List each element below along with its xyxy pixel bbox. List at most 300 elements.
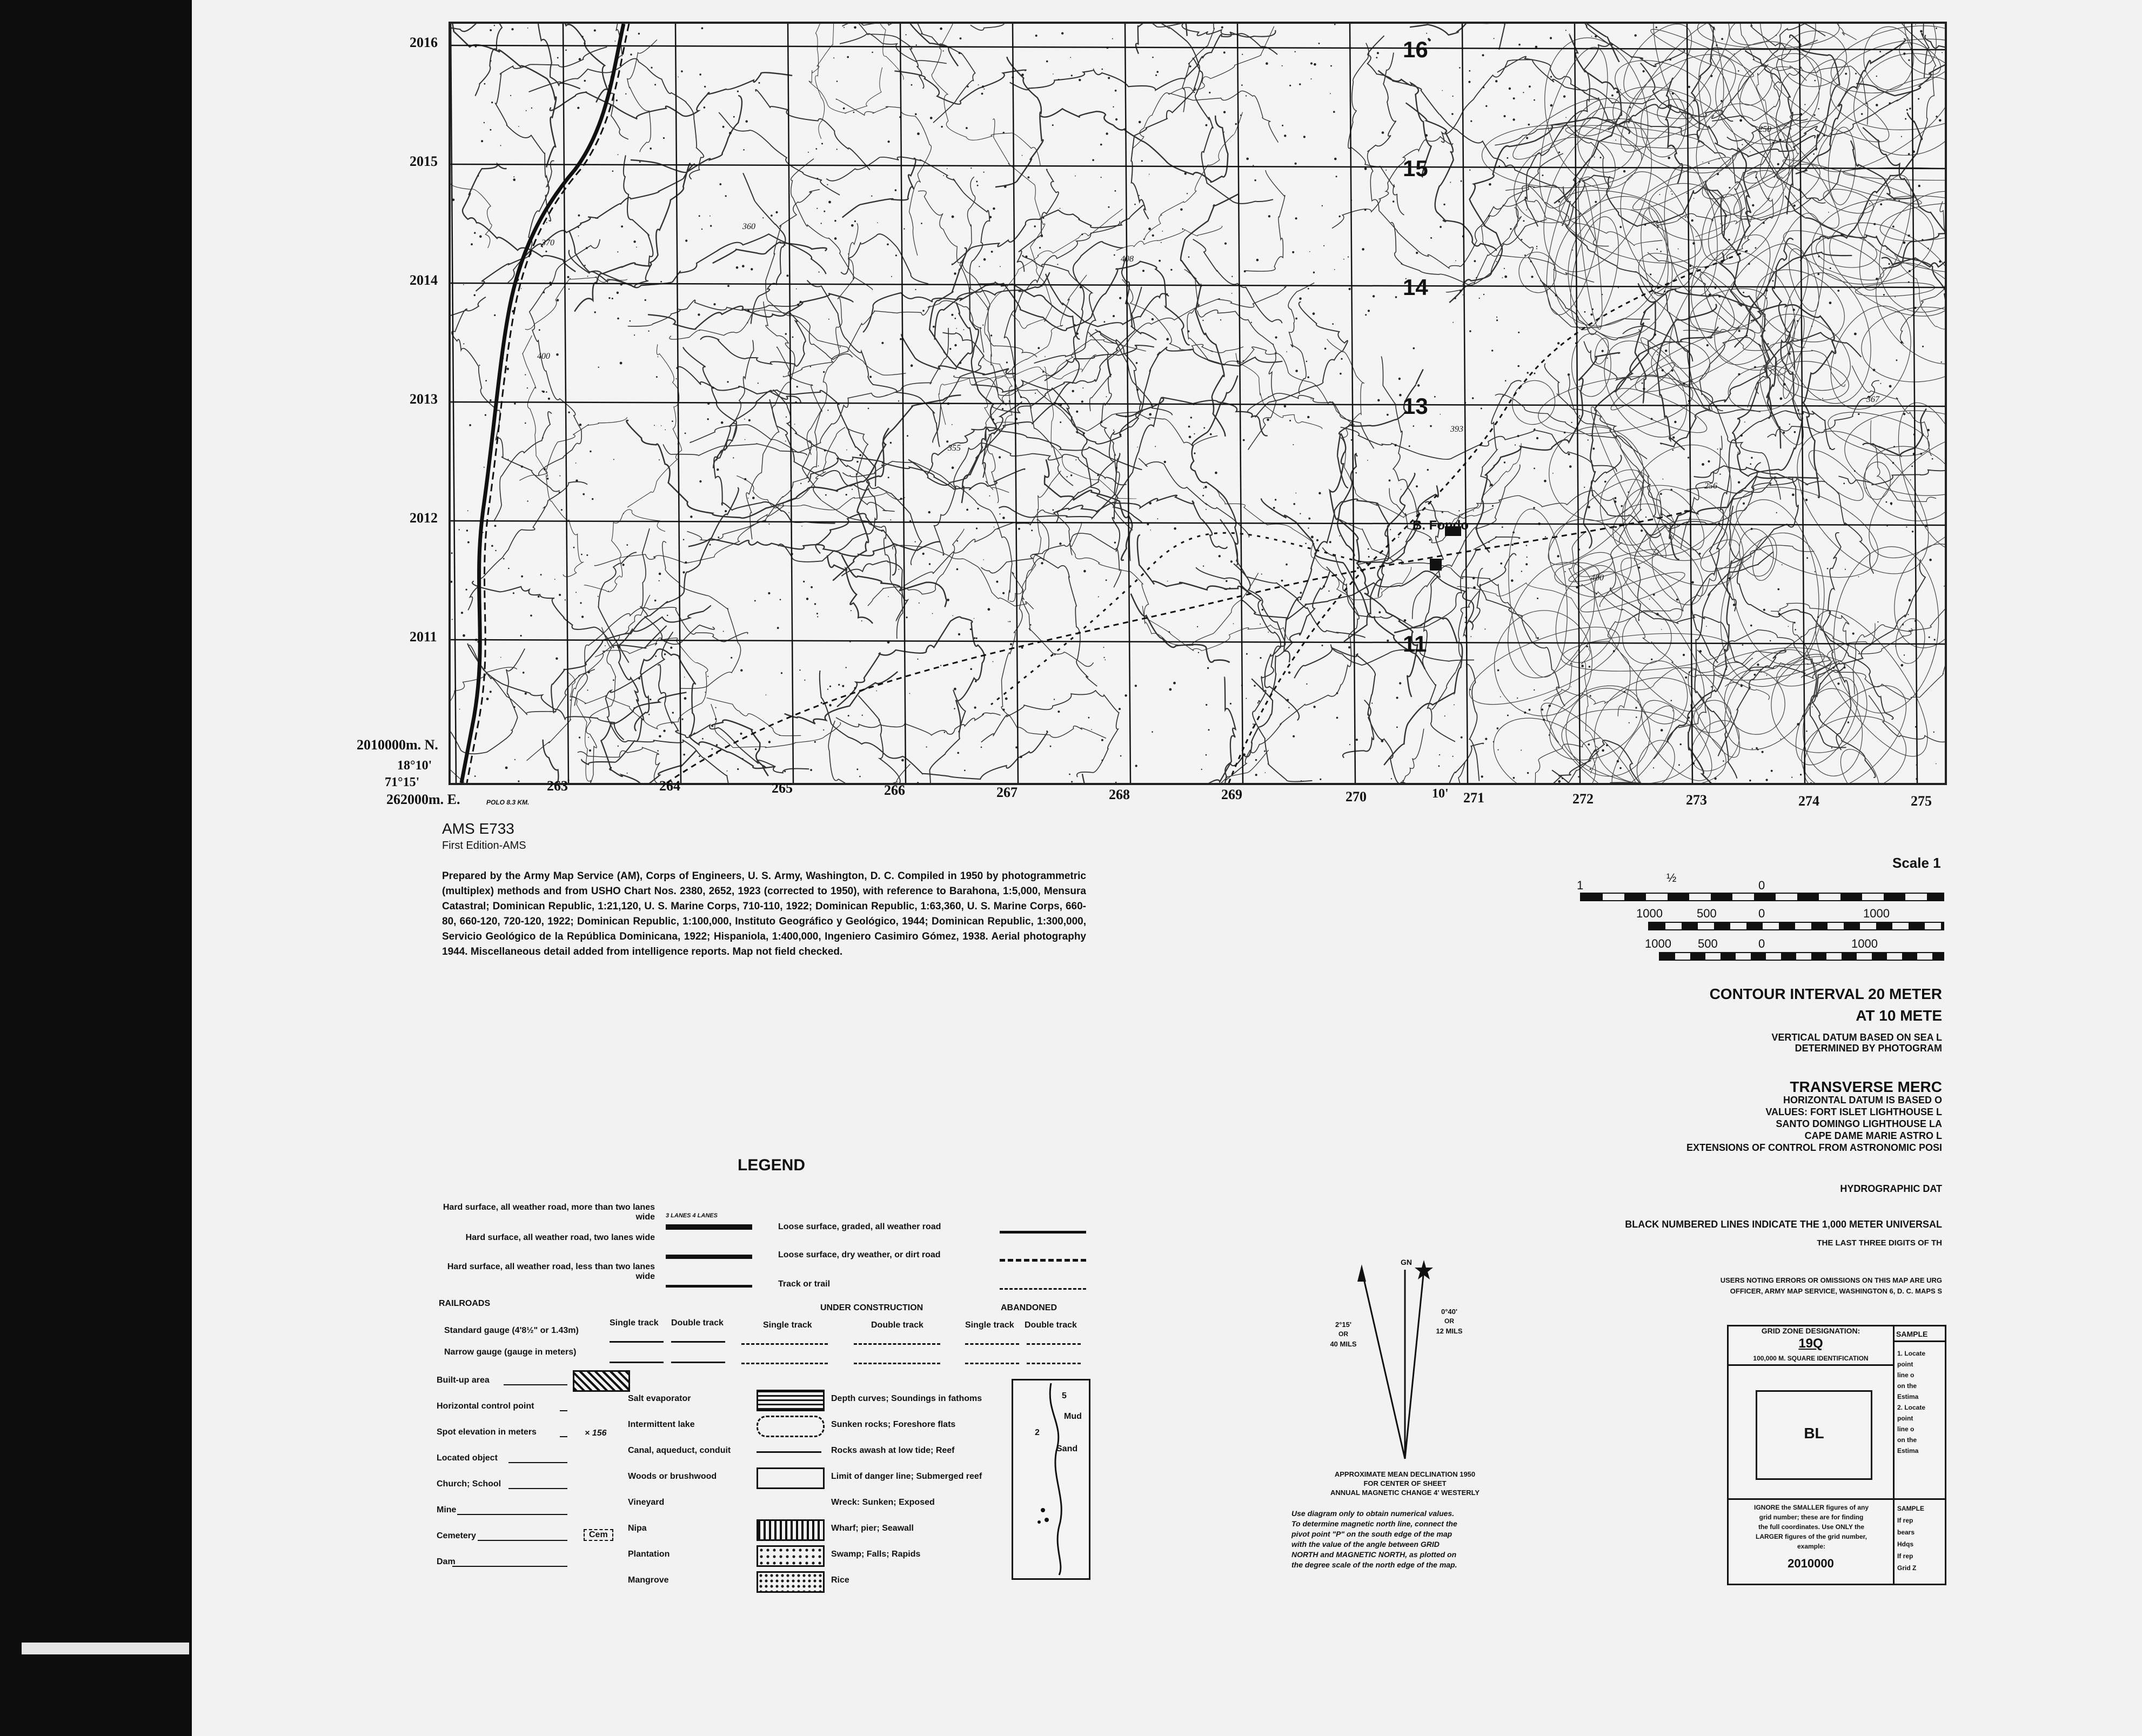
- easting-label: 263: [547, 778, 568, 794]
- stipple: [1778, 588, 1780, 591]
- stipple: [1586, 646, 1588, 647]
- vertical-datum-2: DETERMINED BY PHOTOGRAM: [1795, 1043, 1942, 1054]
- stipple: [1504, 115, 1506, 117]
- stipple: [1572, 250, 1573, 251]
- stipple: [747, 310, 749, 312]
- stipple: [1137, 447, 1138, 448]
- stipple: [1152, 57, 1154, 58]
- stipple: [1301, 780, 1302, 781]
- stipple: [1523, 92, 1524, 93]
- stipple: [922, 553, 925, 555]
- legend-symbol: [757, 1571, 825, 1593]
- stipple: [556, 353, 559, 356]
- stipple: [856, 768, 858, 770]
- stipple: [1264, 750, 1266, 752]
- stipple: [946, 440, 948, 443]
- stipple: [1891, 504, 1892, 505]
- stipple: [1829, 301, 1832, 304]
- stipple: [659, 573, 661, 575]
- stipple: [1244, 270, 1246, 272]
- stipple: [1772, 280, 1774, 281]
- stipple: [1562, 128, 1564, 129]
- stipple: [1057, 264, 1058, 265]
- contour-line: [1515, 249, 1560, 297]
- contour-line: [791, 159, 873, 290]
- stipple: [1164, 461, 1166, 463]
- grid-line-easting: [1350, 24, 1355, 783]
- stipple: [742, 265, 745, 267]
- stipple: [681, 719, 683, 720]
- stipple: [567, 276, 569, 278]
- stipple: [1797, 409, 1799, 411]
- stipple: [1883, 294, 1885, 296]
- stipple: [1002, 408, 1003, 410]
- stipple: [1683, 654, 1685, 656]
- grid-line-northing: [451, 45, 1945, 50]
- stipple: [725, 510, 727, 512]
- stipple: [1314, 63, 1316, 66]
- stipple: [1654, 220, 1655, 222]
- contour-line: [1449, 118, 1630, 303]
- stipple: [1293, 444, 1294, 445]
- stipple: [1832, 661, 1833, 662]
- stipple: [1565, 117, 1567, 118]
- latitude-label: 18°10': [397, 759, 432, 773]
- stipple: [1752, 204, 1754, 206]
- stipple: [1752, 748, 1753, 749]
- contour-line: [1082, 678, 1236, 783]
- contour-line: [913, 24, 1041, 166]
- stipple: [1189, 65, 1192, 68]
- stipple: [1313, 706, 1315, 708]
- stipple: [605, 645, 606, 646]
- stipple: [1595, 201, 1597, 203]
- stipple: [1207, 667, 1209, 669]
- stipple: [650, 148, 652, 150]
- contour-line: [1504, 373, 1563, 432]
- sample-line: Estima: [1897, 1447, 1919, 1455]
- stipple: [615, 41, 616, 42]
- stipple: [1533, 507, 1535, 509]
- stipple: [1387, 414, 1389, 416]
- stipple: [1504, 461, 1505, 463]
- stipple: [1034, 225, 1036, 227]
- stipple: [1339, 216, 1341, 217]
- stipple: [1265, 772, 1266, 773]
- stipple: [1041, 285, 1042, 286]
- stipple: [623, 513, 624, 514]
- stipple: [940, 28, 942, 30]
- stipple: [861, 620, 862, 621]
- stipple: [1527, 772, 1529, 774]
- legend-item: Wreck: Sunken; Exposed: [831, 1498, 935, 1507]
- stipple: [1661, 729, 1663, 732]
- stipple: [1892, 226, 1895, 228]
- stipple: [1189, 435, 1192, 438]
- spot-height: 370: [541, 238, 554, 247]
- stipple: [707, 418, 709, 420]
- stipple: [1525, 563, 1528, 565]
- stipple: [1523, 220, 1524, 222]
- stipple: [1570, 686, 1571, 687]
- stipple: [1409, 445, 1410, 447]
- contour-line: [1610, 782, 1823, 783]
- gzd-label: GRID ZONE DESIGNATION:: [1761, 1326, 1860, 1335]
- stipple: [851, 610, 852, 611]
- decl-right-or: OR: [1444, 1317, 1454, 1325]
- horizontal-datum-line: SANTO DOMINGO LIGHTHOUSE LA: [1776, 1118, 1942, 1129]
- northing-label: 2011: [410, 629, 437, 645]
- stipple: [956, 540, 958, 542]
- stipple: [1316, 539, 1318, 541]
- stipple: [1510, 228, 1511, 230]
- stipple: [1450, 182, 1451, 183]
- stipple: [1229, 587, 1230, 588]
- legend-road-4-symbol: [1000, 1231, 1086, 1234]
- stipple: [1592, 447, 1595, 450]
- stipple: [1813, 153, 1815, 155]
- stipple: [1517, 435, 1520, 437]
- stipple: [929, 563, 931, 565]
- stipple: [1789, 424, 1790, 425]
- stipple: [1672, 92, 1674, 95]
- stipple: [821, 702, 822, 703]
- stipple: [1333, 111, 1335, 113]
- stipple: [1148, 227, 1151, 230]
- stipple: [1741, 434, 1743, 437]
- stipple: [575, 479, 578, 481]
- stipple: [1829, 448, 1831, 450]
- stipple: [1733, 604, 1736, 606]
- stipple: [1691, 219, 1693, 222]
- stipple: [1507, 157, 1508, 159]
- stipple: [1656, 613, 1659, 615]
- stipple: [1242, 54, 1243, 55]
- stipple: [847, 56, 849, 58]
- stipple: [736, 266, 739, 269]
- stipple: [1738, 373, 1740, 376]
- stipple: [1513, 777, 1515, 779]
- stipple: [1390, 529, 1391, 530]
- scale-r2-label: 500: [1697, 907, 1717, 920]
- cemetery-symbol: Cem: [584, 1529, 613, 1541]
- contour-line: [928, 690, 966, 783]
- stipple: [1831, 747, 1832, 748]
- rail-symbol: [671, 1341, 725, 1343]
- spot-height: 400: [1591, 573, 1604, 582]
- stipple: [859, 454, 861, 456]
- stipple: [1517, 365, 1520, 367]
- stipple: [1396, 727, 1398, 728]
- stipple: [814, 603, 816, 605]
- stipple: [721, 421, 724, 424]
- stipple: [1908, 153, 1910, 155]
- stipple: [1579, 213, 1581, 215]
- legend-item: Rocks awash at low tide; Reef: [831, 1446, 955, 1455]
- stipple: [1797, 320, 1798, 322]
- stipple: [1755, 177, 1757, 178]
- stipple: [824, 211, 825, 212]
- stipple: [625, 93, 626, 95]
- stipple: [881, 530, 882, 532]
- stipple: [1206, 754, 1207, 756]
- stipple: [1896, 359, 1898, 361]
- stipple: [1879, 51, 1881, 52]
- contour-line: [1893, 616, 1928, 666]
- stipple: [490, 60, 492, 62]
- stipple: [1671, 193, 1672, 195]
- stipple: [508, 568, 510, 569]
- contour-line: [1070, 522, 1259, 645]
- stipple: [1672, 437, 1675, 439]
- legend-road-1-symbol: [666, 1224, 752, 1230]
- stipple: [719, 183, 721, 185]
- stipple: [1526, 210, 1527, 211]
- grid-line-northing: [451, 521, 1945, 525]
- stipple: [966, 127, 968, 129]
- sample-2-line: If rep: [1897, 1517, 1913, 1524]
- stipple: [1243, 439, 1245, 441]
- stipple: [578, 227, 579, 229]
- stipple: [1307, 416, 1309, 418]
- stipple: [840, 346, 841, 347]
- rail-symbol: [965, 1343, 1019, 1345]
- stipple: [1230, 703, 1231, 705]
- stipple: [1202, 320, 1203, 321]
- stipple: [1622, 609, 1623, 611]
- legend-leader: [457, 1514, 567, 1515]
- stipple: [1135, 765, 1137, 767]
- stipple: [1010, 643, 1012, 645]
- rail-symbol: [671, 1362, 725, 1363]
- stipple: [1901, 664, 1904, 667]
- stipple: [1028, 176, 1030, 178]
- easting-label: 272: [1572, 791, 1594, 807]
- stipple: [1341, 358, 1342, 360]
- stipple: [983, 172, 985, 173]
- stipple: [618, 154, 619, 155]
- stipple: [514, 759, 516, 760]
- stipple: [1664, 291, 1665, 292]
- contour-line: [1116, 226, 1222, 251]
- stipple: [1035, 35, 1037, 37]
- stipple: [474, 294, 476, 297]
- interior-grid-number: 15: [1403, 156, 1428, 181]
- stipple: [1929, 636, 1930, 638]
- stipple: [1651, 418, 1653, 420]
- legend-road-1-marker: 3 LANES 4 LANES: [666, 1212, 718, 1219]
- stipple: [1452, 756, 1454, 757]
- easting-label: 268: [1109, 787, 1130, 802]
- stipple: [915, 541, 916, 542]
- contour-line: [1557, 680, 1659, 783]
- stipple: [1788, 626, 1789, 627]
- stipple: [1783, 383, 1786, 386]
- scale-r3-label: 1000: [1851, 937, 1878, 950]
- scale-r1-label: ½: [1666, 871, 1677, 884]
- topographic-map-body[interactable]: [449, 22, 1947, 785]
- stipple: [451, 552, 453, 554]
- stipple: [1299, 297, 1302, 300]
- stipple: [1545, 536, 1546, 537]
- stipple: [989, 495, 990, 497]
- stipple: [1618, 118, 1620, 119]
- stipple: [1738, 70, 1739, 72]
- contour-line: [1505, 186, 1662, 245]
- stipple: [523, 672, 525, 674]
- stipple: [1295, 163, 1297, 165]
- stipple: [1295, 318, 1297, 320]
- contour-line: [1180, 679, 1273, 783]
- stipple: [933, 326, 935, 328]
- stipple: [1417, 384, 1420, 386]
- stipple: [1472, 397, 1474, 399]
- stipple: [768, 741, 771, 743]
- stipple: [1568, 373, 1570, 376]
- stipple: [1507, 715, 1509, 716]
- stipple: [1091, 729, 1092, 730]
- stipple: [751, 268, 753, 270]
- stipple: [1541, 708, 1543, 711]
- contour-line: [1054, 495, 1228, 549]
- stipple: [1743, 292, 1744, 293]
- stipple: [1680, 743, 1682, 745]
- stipple: [1356, 739, 1358, 741]
- stipple: [1254, 179, 1256, 181]
- sample-2-line: Grid Z: [1897, 1564, 1917, 1572]
- stipple: [1818, 256, 1820, 257]
- stipple: [1025, 256, 1027, 258]
- stipple: [856, 461, 858, 463]
- stipple: [1549, 734, 1550, 736]
- road: [467, 24, 629, 783]
- stipple: [463, 634, 465, 637]
- stipple: [1098, 596, 1099, 598]
- decl-right-mils: 12 MILS: [1436, 1327, 1463, 1335]
- stipple: [1150, 529, 1151, 531]
- stipple: [598, 596, 599, 597]
- stipple: [1295, 217, 1297, 219]
- stipple: [1660, 493, 1662, 495]
- stipple: [1395, 296, 1397, 298]
- film-ruler: [22, 1643, 189, 1654]
- stipple: [608, 591, 609, 592]
- stipple: [1932, 458, 1933, 460]
- contour-line: [842, 158, 916, 218]
- stipple: [994, 527, 995, 528]
- stipple: [1693, 198, 1695, 199]
- stipple: [1892, 462, 1894, 464]
- stipple: [1295, 493, 1296, 494]
- stipple: [653, 557, 655, 558]
- stipple: [1564, 432, 1566, 434]
- stipple: [1119, 434, 1121, 436]
- stipple: [626, 544, 628, 546]
- stipple: [1615, 526, 1617, 528]
- stipple: [1426, 33, 1427, 34]
- legend-uc-double: Double track: [871, 1321, 923, 1330]
- stipple: [1819, 140, 1820, 142]
- stipple: [1686, 193, 1688, 194]
- sample-lines: [1897, 1348, 1943, 1456]
- sounding-2: 2: [1035, 1428, 1040, 1437]
- stipple: [768, 592, 770, 594]
- stipple: [1398, 378, 1401, 380]
- stipple: [723, 631, 724, 632]
- stipple: [1500, 562, 1502, 565]
- stipple: [952, 424, 953, 425]
- sample-line: 1. Locate: [1897, 1350, 1926, 1357]
- contour-line: [1133, 24, 1150, 54]
- contour-line: [451, 297, 486, 372]
- spot-height: 250: [1758, 125, 1771, 134]
- stipple: [1324, 348, 1327, 350]
- contour-line: [1584, 327, 1718, 548]
- stipple: [1119, 297, 1121, 299]
- rail-symbol: [741, 1343, 828, 1345]
- contour-line: [1330, 762, 1465, 783]
- stipple: [1537, 637, 1539, 639]
- contour-line: [527, 595, 651, 761]
- stipple: [495, 550, 496, 551]
- spot-height: 393: [1450, 425, 1463, 434]
- stipple: [608, 297, 610, 299]
- stipple: [1169, 688, 1172, 691]
- coast-symbol: [1013, 1380, 1089, 1578]
- stipple: [1303, 136, 1306, 138]
- stipple: [1909, 270, 1911, 272]
- sample-2-line: bears: [1897, 1529, 1915, 1536]
- contour-line: [1255, 302, 1348, 418]
- contour-line: [1608, 499, 1679, 562]
- scale-r3-label: 0: [1758, 937, 1765, 950]
- stipple: [579, 736, 580, 738]
- stipple: [1309, 251, 1310, 252]
- legend-road-3: Hard surface, all weather road, less than two lanes wide: [447, 1262, 655, 1281]
- stipple: [1054, 699, 1055, 700]
- stipple: [859, 776, 861, 777]
- stipple: [916, 44, 917, 45]
- stipple: [846, 494, 847, 495]
- stipple: [1534, 373, 1536, 374]
- grid-line-easting: [1237, 24, 1243, 783]
- stipple: [799, 301, 801, 303]
- stipple: [510, 95, 511, 96]
- stipple: [1792, 493, 1795, 496]
- scale-bar-2: [1648, 922, 1944, 930]
- legend-item: Horizontal control point: [437, 1402, 534, 1411]
- stipple: [1502, 277, 1503, 278]
- stipple: [1588, 439, 1589, 440]
- stipple: [1041, 235, 1043, 237]
- stipple: [1858, 577, 1859, 578]
- stipple: [808, 246, 809, 247]
- contour-line: [995, 57, 1043, 187]
- legend-item: Plantation: [628, 1550, 670, 1559]
- contour-line: [574, 163, 690, 311]
- contour-line: [1781, 154, 1924, 210]
- stipple: [977, 185, 979, 186]
- stipple: [513, 178, 516, 181]
- stipple: [1018, 528, 1020, 530]
- stipple: [1443, 204, 1445, 205]
- stipple: [1521, 571, 1522, 572]
- stipple: [1166, 338, 1169, 340]
- contour-line: [578, 747, 660, 783]
- northing-label: 2013: [410, 391, 438, 407]
- stipple: [744, 419, 745, 420]
- rail-symbol: [610, 1341, 664, 1343]
